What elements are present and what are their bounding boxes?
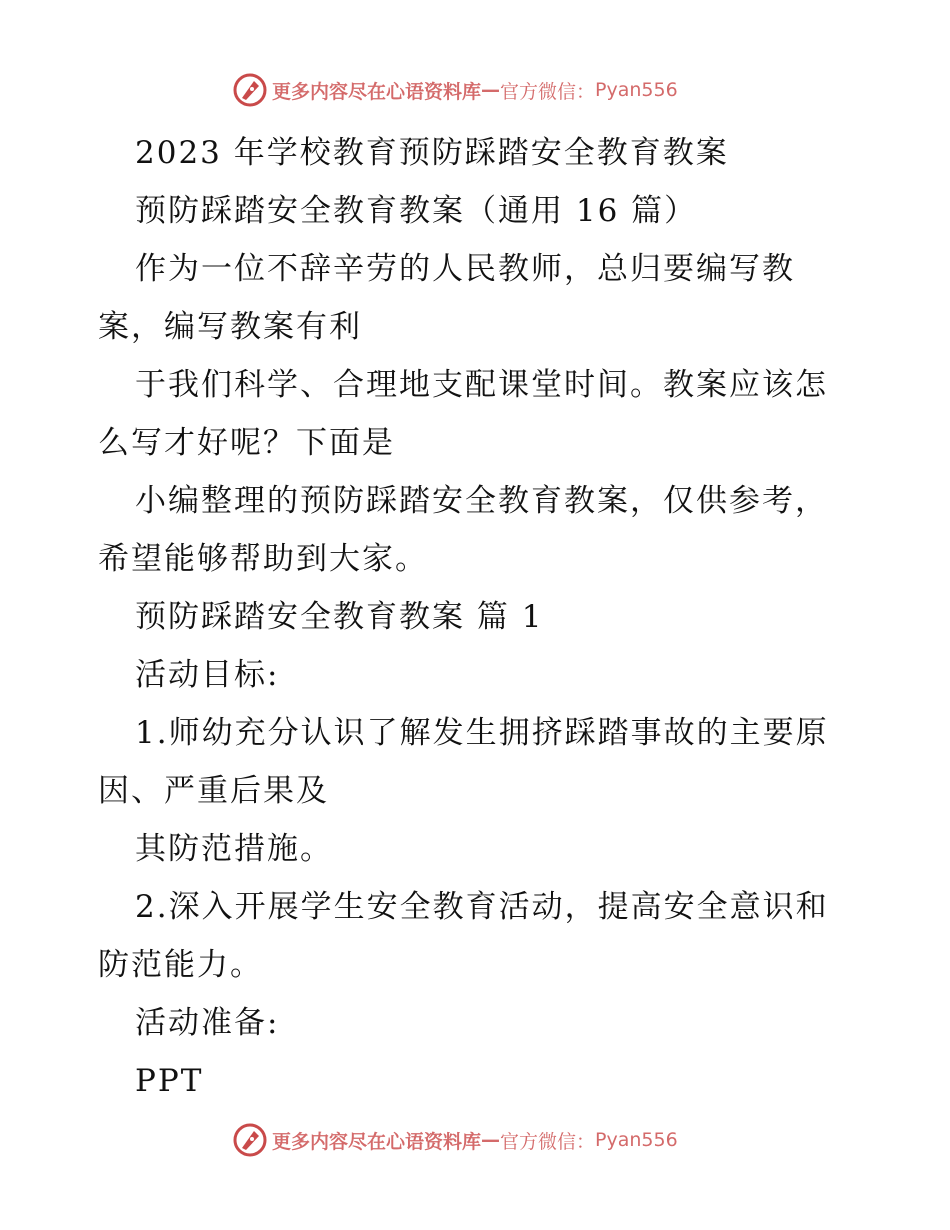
paragraph-line: 小编整理的预防踩踏安全教育教案，仅供参考，	[135, 483, 828, 519]
document-subtitle: 预防踩踏安全教育教案（通用 16 篇）	[135, 193, 698, 229]
list-item: 2.深入开展学生安全教育活动，提高安全意识和	[135, 889, 829, 925]
list-item-continuation: 其防范措施。	[135, 831, 333, 867]
paragraph-line: 么写才好呢？下面是	[98, 425, 395, 461]
preparation-item: PPT	[135, 1063, 204, 1099]
list-item-continuation: 防范能力。	[98, 947, 263, 983]
banner-dash: —	[481, 79, 501, 101]
document-body	[98, 124, 858, 1110]
subheading-goals: 活动目标:	[135, 657, 280, 693]
paragraph-line: 于我们科学、合理地支配课堂时间。教案应该怎	[135, 367, 828, 403]
banner-text: 更多内容尽在心语资料库	[272, 80, 482, 103]
paragraph-line: 作为一位不辞辛劳的人民教师，总归要编写教	[135, 251, 795, 287]
banner-wechat-label: 官方微信：	[500, 80, 596, 103]
banner-text: 更多内容尽在心语资料库	[272, 1130, 482, 1153]
paragraph-line: 案，编写教案有利	[98, 309, 362, 345]
subheading-preparation: 活动准备:	[135, 1005, 280, 1041]
document-title: 2023 年学校教育预防踩踏安全教育教案	[135, 135, 729, 171]
banner-wechat-id: Pyan556	[595, 1129, 678, 1151]
header-watermark-banner	[232, 72, 678, 108]
paragraph-line: 希望能够帮助到大家。	[98, 541, 428, 577]
section-heading: 预防踩踏安全教育教案 篇 1	[135, 599, 544, 635]
banner-wechat-id: Pyan556	[595, 79, 678, 101]
footer-watermark-banner	[232, 1122, 678, 1158]
list-item-continuation: 因、严重后果及	[98, 773, 329, 809]
banner-wechat-label: 官方微信：	[500, 1130, 596, 1153]
pen-nib-logo-icon	[232, 1122, 268, 1158]
pen-nib-logo-icon	[232, 72, 268, 108]
list-item: 1.师幼充分认识了解发生拥挤踩踏事故的主要原	[135, 715, 829, 751]
banner-dash: —	[481, 1129, 501, 1151]
